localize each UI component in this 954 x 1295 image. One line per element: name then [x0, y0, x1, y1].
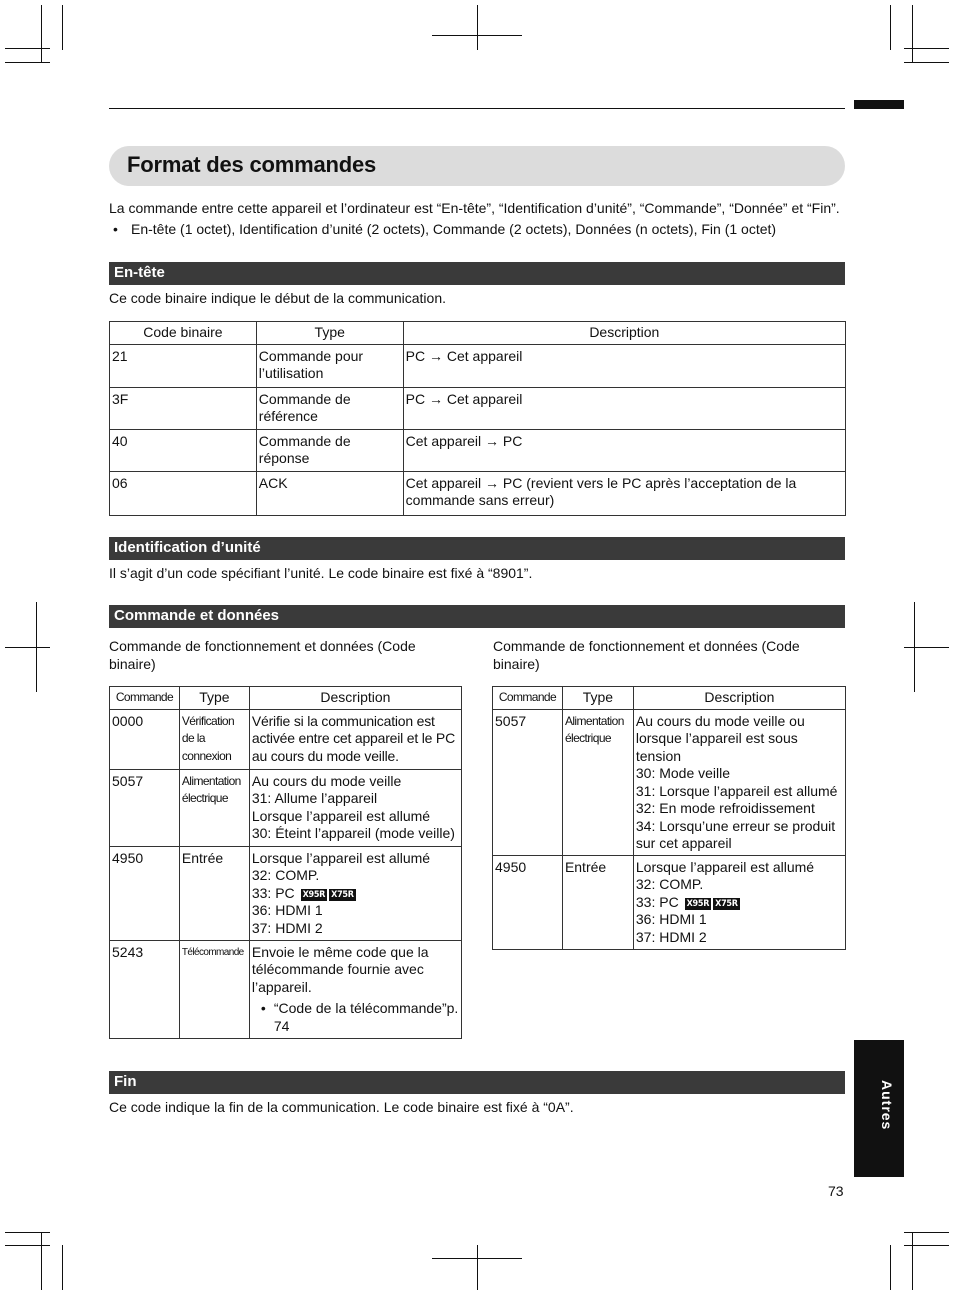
header-rule	[109, 108, 845, 109]
section-heading-commande	[109, 605, 845, 628]
model-badge: X75R	[331, 889, 354, 900]
description-line: 36: HDMI 1	[635, 911, 707, 927]
description-cell: Cet appareil → PC (revient vers le PC après l’acceptation de la commande sans erreur)	[403, 471, 845, 515]
type-cell: Vérification de la connexion	[179, 709, 249, 769]
description-line: Au cours du mode veille ou lorsque l’appareil est sous tension	[635, 712, 805, 764]
code-cell: 06	[110, 471, 257, 515]
type-cell: Commande pour l’utilisation	[256, 344, 403, 387]
code-cell: 3F	[110, 387, 257, 429]
description-line: Lorsque l’appareil est allumé	[635, 858, 815, 875]
description-line: 37: HDMI 2	[251, 919, 323, 936]
code-cell: 0000	[110, 709, 180, 769]
section-heading-label: En-tête	[114, 264, 165, 281]
description-cell: PC → Cet appareil	[403, 344, 845, 387]
section-heading-label: Fin	[114, 1073, 137, 1090]
left-table-caption: Commande de fonctionnement et données (Code binaire)	[109, 638, 416, 672]
table-row	[110, 344, 846, 387]
type-cell: Entrée	[179, 846, 249, 940]
table-header-row	[493, 687, 846, 710]
section-heading-label: Commande et données	[114, 607, 280, 624]
table-header-row	[110, 322, 846, 345]
description-line: Lorsque l’appareil est allumé	[251, 849, 431, 866]
description-line: 32: COMP.	[251, 867, 320, 883]
code-cell: 5057	[110, 769, 180, 846]
description-line: 30: Éteint l’appareil (mode veille)	[251, 825, 455, 841]
section-heading-identification	[109, 537, 845, 560]
table-header-row	[110, 687, 462, 710]
type-cell: Alimentation électrique	[179, 769, 249, 846]
column-header: Type	[179, 687, 249, 710]
table-row	[493, 855, 846, 949]
side-chapter-tab	[854, 1040, 904, 1177]
column-header: Type	[562, 687, 633, 710]
description-text: 33: PC	[635, 893, 679, 910]
command-table-right	[492, 686, 846, 950]
table-row	[493, 709, 846, 855]
table-row	[110, 769, 462, 846]
description-cell	[633, 709, 845, 855]
description-cell: Vérifie si la communication est activée entre cet appareil et le PC au cours du mode veille.	[249, 709, 461, 769]
type-cell: Commande de réponse	[256, 429, 403, 471]
intro-bullet-text: En-tête (1 octet), Identification d’unité (2 octets), Commande (2 octets), Données (n octets), Fin (1 octet)	[131, 221, 777, 237]
type-cell: ACK	[256, 471, 403, 515]
description-line: 30: Mode veille	[635, 765, 731, 781]
description-cell	[249, 846, 461, 940]
description-line: 31: Allume l’appareil	[251, 790, 378, 806]
type-cell: Entrée	[562, 855, 633, 949]
column-header: Type	[256, 322, 403, 345]
entete-description: Ce code binaire indique le début de la communication.	[109, 290, 446, 306]
reference-note: • “Code de la télécommande”p. 74	[252, 1000, 459, 1035]
table-row	[110, 387, 846, 429]
code-cell: 5057	[493, 709, 563, 855]
code-cell: 4950	[493, 855, 563, 949]
description-line: 34: Lorsqu’une erreur se produit sur cet appareil	[635, 817, 836, 851]
table-row	[110, 846, 462, 940]
table-row	[110, 429, 846, 471]
description-line: 37: HDMI 2	[635, 928, 707, 945]
column-header: Code binaire	[110, 322, 257, 345]
model-badge: X95R	[686, 898, 710, 909]
description-line: 32: COMP.	[635, 876, 704, 892]
model-badge: X95R	[302, 889, 326, 900]
description-cell: PC → Cet appareil	[403, 387, 845, 429]
type-cell: Alimentation électrique	[562, 709, 633, 855]
title-banner	[109, 146, 845, 186]
description-cell	[249, 940, 461, 1038]
type-cell: Télécommande	[179, 940, 249, 1038]
column-header: Description	[633, 687, 845, 710]
section-heading-entete	[109, 262, 845, 285]
intro-bullet: • En-tête (1 octet), Identification d’unité (2 octets), Commande (2 octets), Données (n octets), Fin (1 octet)	[113, 221, 777, 237]
page-title: Format des commandes	[127, 152, 377, 177]
code-cell: 40	[110, 429, 257, 471]
identification-description: Il s’agit d’un code spécifiant l’unité. Le code binaire est fixé à “8901”.	[109, 565, 533, 581]
type-cell: Commande de référence	[256, 387, 403, 429]
column-header: Description	[403, 322, 845, 345]
page-number: 73	[828, 1183, 844, 1199]
description-line	[252, 885, 459, 903]
description-cell	[633, 855, 845, 949]
entete-table	[109, 321, 846, 516]
table-row	[110, 940, 462, 1038]
description-cell	[249, 769, 461, 846]
model-badge: X75R	[715, 898, 738, 909]
table-row	[110, 709, 462, 769]
description-line: Envoie le même code que la télécommande fournie avec l’appareil.	[251, 943, 429, 995]
command-table-left	[109, 686, 462, 1039]
side-chapter-label: Autres	[879, 1080, 895, 1131]
code-cell: 5243	[110, 940, 180, 1038]
description-line: 31: Lorsque l’appareil est allumé	[635, 782, 838, 799]
intro-text: La commande entre cette appareil et l’ordinateur est “En-tête”, “Identification d’unité”, “Commande”, “Donnée” et “Fin”.	[109, 200, 840, 216]
fin-description: Ce code indique la fin de la communication. Le code binaire est fixé à “0A”.	[109, 1099, 574, 1115]
description-text: 33: PC	[251, 884, 295, 901]
section-heading-fin	[109, 1071, 845, 1094]
description-line: Lorsque l’appareil est allumé	[251, 807, 431, 824]
code-cell: 21	[110, 344, 257, 387]
description-cell: Cet appareil → PC	[403, 429, 845, 471]
description-line: 32: En mode refroidissement	[635, 800, 815, 816]
header-tab-marker	[854, 100, 904, 109]
section-heading-label: Identification d’unité	[114, 539, 261, 556]
code-cell: 4950	[110, 846, 180, 940]
column-header: Description	[249, 687, 461, 710]
right-table-caption: Commande de fonctionnement et données (Code binaire)	[493, 638, 800, 672]
description-line	[636, 894, 843, 912]
column-header: Commande	[110, 687, 180, 710]
column-header: Commande	[493, 687, 563, 710]
description-line: Au cours du mode veille	[251, 772, 402, 789]
table-row	[110, 471, 846, 515]
description-line: 36: HDMI 1	[251, 902, 323, 918]
